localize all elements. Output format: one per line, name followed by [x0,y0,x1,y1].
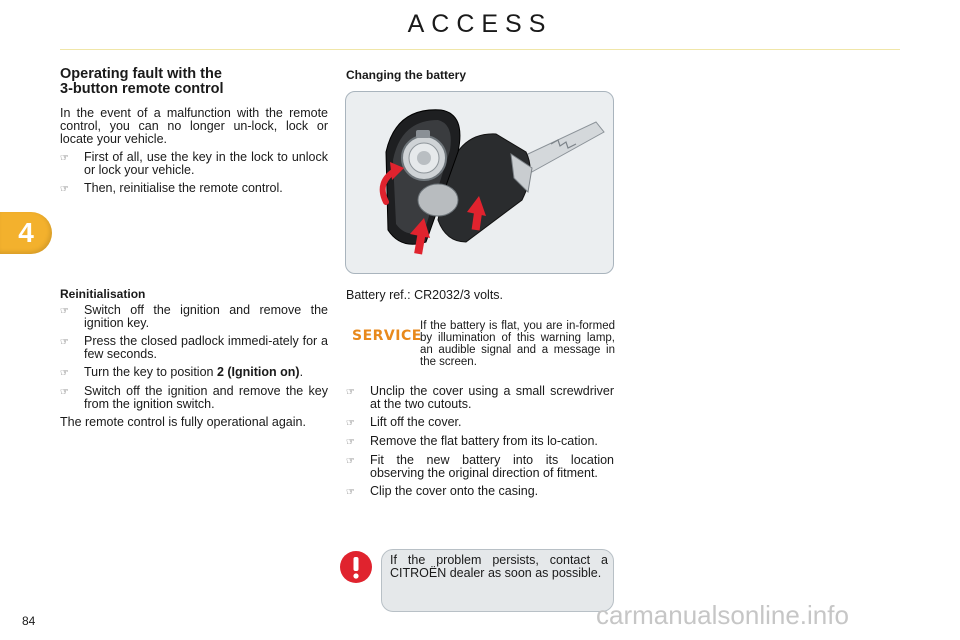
ignition-position: 2 (Ignition on) [216,365,300,379]
service-text: If the battery is flat, you are in-formed by illumination of this warning lamp, an audible signal and a message in the screen. [420,320,615,368]
list-item [60,366,328,380]
battery-step-5: Clip the cover onto the casing. [370,484,539,498]
reinit-bullet-4: Switch off the ignition and remove the key from the ignition switch. [84,384,328,411]
fault-section [60,67,328,196]
list-item [60,182,328,196]
remote-key-image [346,92,613,273]
pointing-hand-icon: ☞ [346,487,355,498]
reinit-closing: The remote control is fully operational again. [60,415,306,429]
battery-step-1: Unclip the cover using a small screwdriver at the two cutouts. [370,384,614,411]
pointing-hand-icon: ☞ [60,184,69,195]
pointing-hand-icon: ☞ [60,153,69,164]
page-title: ACCESS [407,10,553,38]
page-number: 84 [22,614,36,628]
battery-title: Changing the battery [346,68,467,82]
fault-bullet-1: First of all, use the key in the lock to unlock or lock your vehicle. [84,150,328,177]
header-divider [60,49,900,50]
list-item [60,385,328,411]
fault-title-line2: 3-button remote control [60,81,224,97]
pointing-hand-icon: ☞ [346,437,355,448]
fault-bullet-2: Then, reinitialise the remote control. [84,181,283,195]
list-item [60,304,328,330]
reinit-bullet-3-post: . [299,365,304,379]
reinit-title: Reinitialisation [60,287,146,301]
pointing-hand-icon: ☞ [60,387,69,398]
list-item [346,385,614,411]
pointing-hand-icon: ☞ [346,387,355,398]
exclamation-warning-icon [339,550,373,584]
list-item [346,416,614,430]
reinit-bullet-2: Press the closed padlock immedi-ately for a few seconds. [84,334,328,361]
list-item [346,485,614,499]
pointing-hand-icon: ☞ [60,337,69,348]
battery-step-2: Lift off the cover. [370,415,462,429]
list-item [60,151,328,177]
battery-ref: Battery ref.: CR2032/3 volts. [346,288,504,302]
chapter-tab: 4 [0,212,52,254]
list-item [60,335,328,361]
watermark: carmanualsonline.info [596,600,849,630]
reinit-bullet-3-pre: Turn the key to position [84,365,217,379]
warning-text: If the problem persists, contact a CITROËN dealer as soon as possible. [390,553,608,580]
pointing-hand-icon: ☞ [346,418,355,429]
reinit-bullet-3 [84,366,328,380]
pointing-hand-icon: ☞ [60,306,69,317]
fault-intro: In the event of a malfunction with the remote control, you can no longer un-lock, lock or locate your vehicle. [60,106,328,146]
list-item [346,454,614,480]
pointing-hand-icon: ☞ [60,368,69,379]
reinit-bullet-1: Switch off the ignition and remove the ignition key. [84,303,328,330]
reinit-section [60,287,328,429]
pointing-hand-icon: ☞ [346,456,355,467]
service-warning-lamp: SERVICE [352,328,422,344]
battery-step-3: Remove the flat battery from its lo-cation. [370,434,598,448]
battery-step-4: Fit the new battery into its location observing the original direction of fitment. [370,453,614,480]
fault-title-line1: Operating fault with the [60,66,222,82]
list-item [346,435,614,449]
battery-steps [346,380,614,499]
key-battery-illustration [345,91,614,274]
